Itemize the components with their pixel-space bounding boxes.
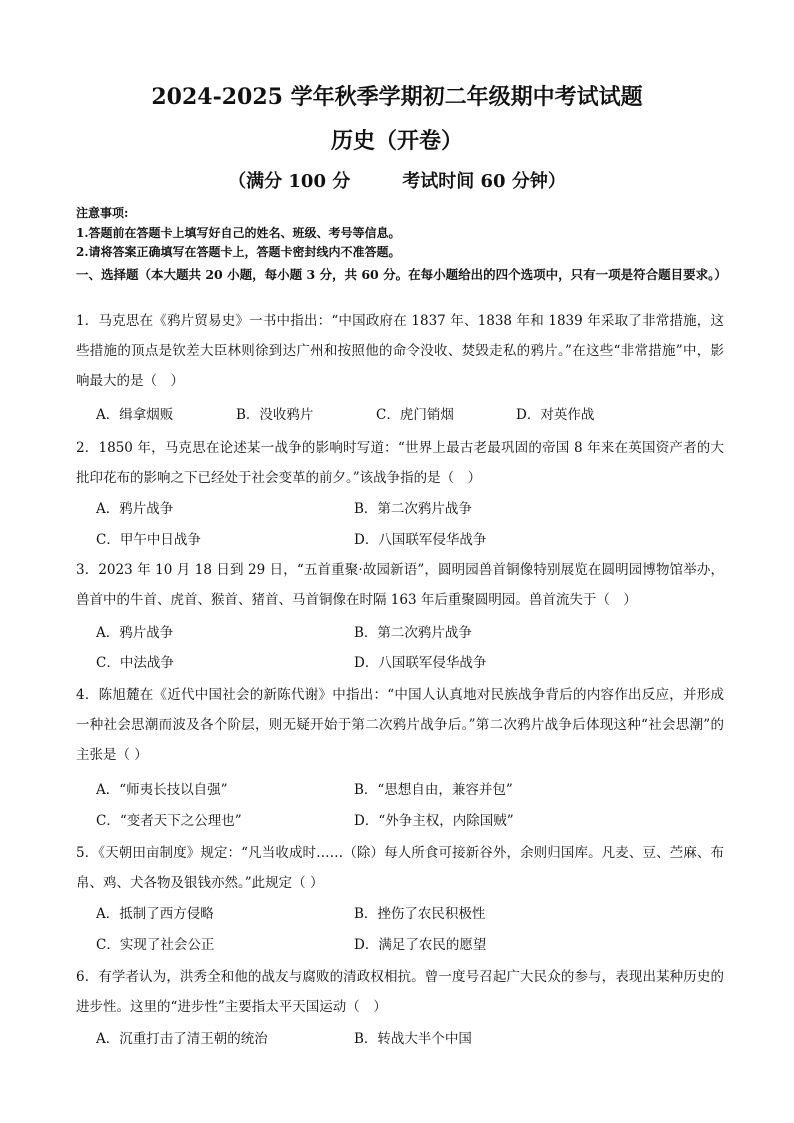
option: A．缉拿烟贩 — [96, 407, 174, 423]
option: C．实现了社会公正 — [96, 937, 215, 953]
question-options — [96, 400, 716, 430]
option: A．“师夷长技以自强” — [96, 782, 228, 798]
option: B．“思想自由，兼容并包” — [354, 782, 513, 798]
exam-title: 2024-2025 学年秋季学期初二年级期中考试试题 — [151, 84, 643, 110]
option: B．第二次鸦片战争 — [354, 501, 472, 517]
question-options — [96, 618, 716, 648]
notes-block — [76, 204, 726, 263]
option: C．甲午中日战争 — [96, 532, 201, 548]
question-stem: 5．《天朝田亩制度》规定：“凡当收成时……（除）每人所食可接新谷外，余则归国库。凡麦、豆、苎麻、布帛、鸡、犬各物及银钱亦然。”此规定（ ） — [76, 845, 724, 891]
time-info: 考试时间 60 分钟） — [402, 171, 566, 192]
question-options — [96, 806, 716, 836]
question-options — [96, 494, 716, 524]
question-options — [96, 899, 716, 929]
option: B．没收鸦片 — [236, 407, 314, 423]
question-stem: 2．1850 年，马克思在论述某一战争的影响时写道：“世界上最古老最巩固的帝国 8 年来在英国资产者的大批印花布的影响之下已经处于社会变革的前夕。”该战争指的是（ ） — [76, 440, 724, 486]
option: B．挫伤了农民积极性 — [354, 906, 486, 922]
question-options — [96, 930, 716, 960]
option: D．满足了农民的愿望 — [354, 937, 487, 953]
question-stem: 1．马克思在《鸦片贸易史》一书中指出：“中国政府在 1837 年、1838 年和 1839 年采取了非常措施，这些措施的顶点是钦差大臣林则徐到达广州和按照他的命令没收、焚毁走私的鸦片。”在这些“非常措施”中，影响最大的是（ ） — [76, 313, 724, 389]
option: A．沉重打击了清王朝的统治 — [96, 1031, 268, 1047]
score-info: （满分 100 分 — [228, 171, 351, 192]
section-heading: 一、选择题（本大题共 20 小题，每小题 3 分，共 60 分。在每小题给出的四个选项中，只有一项是符合题目要求。） — [76, 267, 727, 282]
option: D．八国联军侵华战争 — [354, 655, 487, 671]
option: C．虎门销烟 — [376, 407, 454, 423]
question-options — [96, 648, 716, 678]
option: A．鸦片战争 — [96, 501, 174, 517]
question-options — [96, 1024, 716, 1054]
option: B．第二次鸦片战争 — [354, 625, 472, 641]
option: D．“外争主权，内除国贼” — [354, 813, 514, 829]
option: B．转战大半个中国 — [354, 1031, 472, 1047]
option: A．抵制了西方侵略 — [96, 906, 214, 922]
note-item: 2.请将答案正确填写在答题卡上，答题卡密封线内不准答题。 — [76, 245, 401, 259]
exam-info — [0, 167, 794, 193]
option: C．中法战争 — [96, 655, 174, 671]
option: D．八国联军侵华战争 — [354, 532, 487, 548]
question-stem: 6．有学者认为，洪秀全和他的战友与腐败的清政权相抗。曾一度号召起广大民众的参与，表现出某种历史的进步性。这里的“进步性”主要指太平天国运动（ ） — [76, 969, 724, 1015]
notes-heading: 注意事项: — [76, 206, 129, 220]
question-options — [96, 525, 716, 555]
subject-title: 历史（开卷） — [330, 128, 463, 154]
note-item: 1.答题前在答题卡上填写好自己的姓名、班级、考号等信息。 — [76, 225, 401, 240]
question-options — [96, 775, 716, 805]
option: A．鸦片战争 — [96, 625, 174, 641]
option: D．对英作战 — [516, 407, 595, 423]
option: C．“变者天下之公理也” — [96, 813, 242, 829]
question-stem: 4．陈旭麓在《近代中国社会的新陈代谢》中指出：“中国人认真地对民族战争背后的内容作出反应，并形成一种社会思潮而波及各个阶层，则无疑开始于第二次鸦片战争后。”第二次鸦片战争后体现这种“社会思潮”的主张是（ ） — [76, 687, 724, 763]
question-stem: 3．2023 年 10 月 18 日到 29 日，“五首重聚·故园新语”，圆明园兽首铜像特别展览在圆明园博物馆举办，兽首中的牛首、虎首、猴首、猪首、马首铜像在时隔 163 年后重聚圆明园。兽首流失于（ ） — [76, 562, 724, 608]
